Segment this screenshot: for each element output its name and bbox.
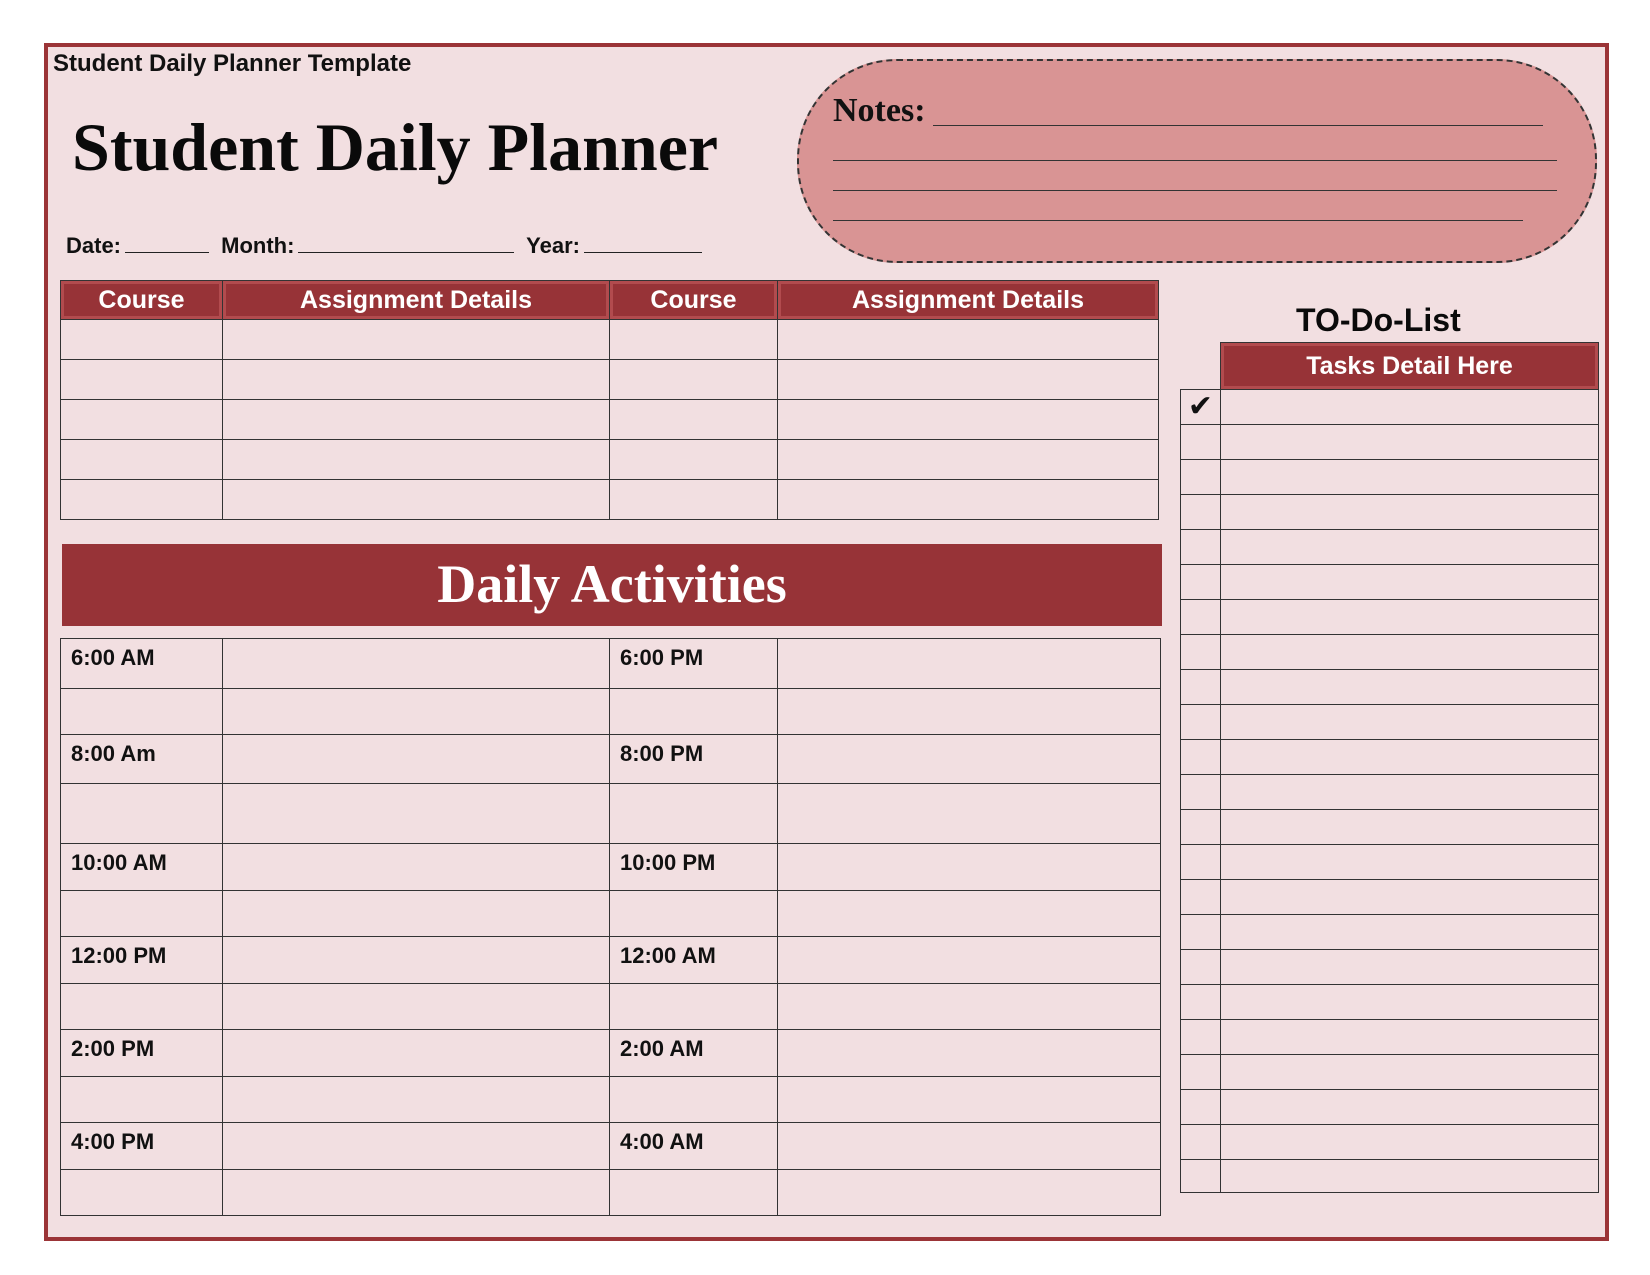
todo-row [1181, 1125, 1599, 1160]
template-label: Student Daily Planner Template [53, 50, 412, 77]
time-label-left [61, 784, 223, 844]
assignment-cell[interactable] [223, 440, 610, 480]
todo-checkbox[interactable] [1181, 1090, 1221, 1125]
todo-checkbox[interactable] [1181, 740, 1221, 775]
todo-checkbox[interactable] [1181, 635, 1221, 670]
todo-task-cell[interactable] [1221, 565, 1599, 600]
todo-row [1181, 985, 1599, 1020]
todo-checkbox[interactable] [1181, 985, 1221, 1020]
activity-row [61, 735, 1161, 784]
time-label-left [61, 689, 223, 735]
todo-row [1181, 1160, 1599, 1193]
time-label: 12:00 AM [620, 943, 716, 968]
todo-task-cell[interactable] [1221, 495, 1599, 530]
todo-task-cell[interactable] [1221, 460, 1599, 495]
time-label-left [61, 639, 223, 689]
assignment-cell[interactable] [223, 360, 610, 400]
table-row [61, 320, 1159, 360]
todo-task-cell[interactable] [1221, 915, 1599, 950]
todo-task-cell[interactable] [1221, 670, 1599, 705]
todo-checkbox[interactable] [1181, 950, 1221, 985]
todo-header-spacer [1181, 343, 1221, 390]
activity-cell[interactable] [778, 735, 1161, 784]
todo-checkbox[interactable] [1181, 460, 1221, 495]
activity-cell[interactable] [223, 1170, 610, 1216]
todo-row [1181, 740, 1599, 775]
notes-line[interactable] [933, 125, 1543, 126]
activity-cell[interactable] [223, 1123, 610, 1170]
activity-cell[interactable] [778, 937, 1161, 984]
page-title: Student Daily Planner [72, 109, 719, 185]
todo-row [1181, 460, 1599, 495]
notes-line[interactable] [833, 160, 1557, 161]
activity-row [61, 639, 1161, 689]
todo-task-cell[interactable] [1221, 1125, 1599, 1160]
todo-row [1181, 775, 1599, 810]
todo-checkbox[interactable] [1181, 1125, 1221, 1160]
assignment-cell[interactable] [778, 480, 1159, 520]
time-label-left [61, 937, 223, 984]
time-label [610, 984, 777, 990]
time-label: 10:00 AM [71, 850, 167, 875]
todo-task-cell[interactable] [1221, 810, 1599, 845]
course-cell[interactable] [61, 360, 223, 400]
todo-checkbox[interactable] [1181, 495, 1221, 530]
assignment-header-row [61, 281, 1159, 320]
todo-task-cell[interactable] [1221, 1160, 1599, 1193]
activity-cell[interactable] [223, 639, 610, 689]
time-label [61, 1077, 222, 1083]
time-label-right [610, 937, 778, 984]
time-label-left [61, 735, 223, 784]
todo-row [1181, 915, 1599, 950]
time-label-right [610, 984, 778, 1030]
activity-row [61, 891, 1161, 937]
activity-row [61, 1077, 1161, 1123]
date-label: Date: [66, 233, 122, 258]
time-label-right [610, 1123, 778, 1170]
time-label: 8:00 PM [620, 741, 704, 766]
time-label [610, 784, 777, 790]
daily-activities-banner: Daily Activities [62, 544, 1162, 626]
assignment-cell[interactable] [778, 360, 1159, 400]
todo-row [1181, 1020, 1599, 1055]
todo-checkbox[interactable] [1181, 1055, 1221, 1090]
column-header-course: Course [61, 281, 223, 320]
todo-checkbox[interactable] [1181, 845, 1221, 880]
activity-row [61, 984, 1161, 1030]
todo-row [1181, 565, 1599, 600]
activity-cell[interactable] [778, 1077, 1161, 1123]
time-label [61, 784, 222, 790]
time-label-left [61, 891, 223, 937]
todo-task-cell[interactable] [1221, 1020, 1599, 1055]
table-row [61, 400, 1159, 440]
activity-cell[interactable] [223, 1030, 610, 1077]
year-label: Year: [526, 233, 580, 258]
time-label: 4:00 AM [620, 1129, 704, 1154]
course-cell[interactable] [610, 320, 778, 360]
activity-row [61, 844, 1161, 891]
activity-cell[interactable] [778, 891, 1161, 937]
todo-task-cell[interactable] [1221, 845, 1599, 880]
time-label [610, 1077, 777, 1083]
todo-row [1181, 530, 1599, 565]
notes-label: Notes: [833, 92, 926, 129]
todo-checkbox[interactable] [1181, 915, 1221, 950]
todo-task-cell[interactable] [1221, 390, 1599, 425]
year-field[interactable] [584, 232, 702, 253]
time-label-right [610, 1077, 778, 1123]
todo-row [1181, 810, 1599, 845]
todo-task-cell[interactable] [1221, 1090, 1599, 1125]
activity-cell[interactable] [778, 1030, 1161, 1077]
todo-header-row [1181, 343, 1599, 390]
activity-cell[interactable] [778, 689, 1161, 735]
todo-checkbox[interactable] [1181, 600, 1221, 635]
month-label: Month: [221, 233, 295, 258]
todo-checkbox[interactable] [1181, 565, 1221, 600]
column-header-assignment-details: Assignment Details [223, 281, 610, 320]
table-row [61, 360, 1159, 400]
activity-row [61, 1030, 1161, 1077]
notes-line[interactable] [833, 220, 1523, 221]
assignment-cell[interactable] [778, 400, 1159, 440]
activity-cell[interactable] [778, 1123, 1161, 1170]
time-label-right [610, 1030, 778, 1077]
time-label: 4:00 PM [71, 1129, 155, 1154]
time-label-left [61, 1170, 223, 1216]
todo-row [1181, 425, 1599, 460]
todo-checkbox[interactable] [1181, 390, 1221, 425]
checkmark-icon: ✔ [1187, 390, 1214, 423]
course-cell[interactable] [61, 480, 223, 520]
activity-row [61, 937, 1161, 984]
activity-cell[interactable] [223, 891, 610, 937]
time-label: 6:00 AM [71, 645, 155, 670]
time-label-left [61, 1077, 223, 1123]
todo-task-cell[interactable] [1221, 530, 1599, 565]
todo-checkbox[interactable] [1181, 1020, 1221, 1055]
todo-row [1181, 950, 1599, 985]
todo-checkbox[interactable] [1181, 530, 1221, 565]
time-label [610, 891, 777, 897]
activity-cell[interactable] [778, 639, 1161, 689]
time-label: 6:00 PM [620, 645, 704, 670]
todo-row [1181, 670, 1599, 705]
time-label [610, 1170, 777, 1176]
todo-row [1181, 635, 1599, 670]
time-label: 10:00 PM [620, 850, 716, 875]
todo-row [1181, 495, 1599, 530]
time-label: 2:00 AM [620, 1036, 704, 1061]
todo-task-cell[interactable] [1221, 425, 1599, 460]
course-cell[interactable] [61, 440, 223, 480]
activity-cell[interactable] [778, 844, 1161, 891]
activity-row [61, 784, 1161, 844]
time-label [610, 689, 777, 695]
time-label-right [610, 784, 778, 844]
time-label-right [610, 844, 778, 891]
todo-checkbox[interactable] [1181, 425, 1221, 460]
todo-row [1181, 705, 1599, 740]
activity-cell[interactable] [778, 984, 1161, 1030]
todo-task-cell[interactable] [1221, 1055, 1599, 1090]
course-cell[interactable] [610, 440, 778, 480]
todo-checkbox[interactable] [1181, 1160, 1221, 1193]
time-label-right [610, 1170, 778, 1216]
activity-cell[interactable] [223, 1077, 610, 1123]
todo-row [1181, 880, 1599, 915]
assignment-cell[interactable] [223, 400, 610, 440]
month-field[interactable] [298, 232, 514, 253]
assignment-table [60, 280, 1159, 520]
todo-task-cell[interactable] [1221, 705, 1599, 740]
todo-title: TO-Do-List [1296, 302, 1461, 338]
todo-task-cell[interactable] [1221, 985, 1599, 1020]
course-cell[interactable] [610, 360, 778, 400]
time-label-left [61, 1030, 223, 1077]
todo-header: Tasks Detail Here [1221, 343, 1599, 390]
activity-row [61, 1170, 1161, 1216]
course-cell[interactable] [610, 400, 778, 440]
activity-cell[interactable] [223, 937, 610, 984]
date-field[interactable] [125, 232, 209, 253]
todo-checkbox[interactable] [1181, 775, 1221, 810]
time-label: 2:00 PM [71, 1036, 155, 1061]
todo-checkbox[interactable] [1181, 705, 1221, 740]
todo-task-cell[interactable] [1221, 600, 1599, 635]
date-fields [66, 232, 708, 259]
column-header-course: Course [610, 281, 778, 320]
activity-row [61, 689, 1161, 735]
table-row [61, 480, 1159, 520]
time-label [61, 689, 222, 695]
activity-cell[interactable] [778, 1170, 1161, 1216]
activity-cell[interactable] [223, 689, 610, 735]
activity-cell[interactable] [223, 844, 610, 891]
time-label-left [61, 844, 223, 891]
course-cell[interactable] [61, 320, 223, 360]
time-label [61, 984, 222, 990]
time-label [61, 891, 222, 897]
todo-task-cell[interactable] [1221, 775, 1599, 810]
todo-task-cell[interactable] [1221, 950, 1599, 985]
activity-row [61, 1123, 1161, 1170]
activity-cell[interactable] [223, 784, 610, 844]
course-cell[interactable] [610, 480, 778, 520]
activity-cell[interactable] [223, 984, 610, 1030]
todo-row [1181, 1055, 1599, 1090]
assignment-cell[interactable] [223, 480, 610, 520]
time-label-left [61, 984, 223, 1030]
time-label: 8:00 Am [71, 741, 156, 766]
time-label-right [610, 891, 778, 937]
todo-row [1181, 390, 1599, 425]
notes-box [797, 59, 1597, 263]
time-label-right [610, 689, 778, 735]
assignment-cell[interactable] [778, 440, 1159, 480]
todo-task-cell[interactable] [1221, 880, 1599, 915]
table-row [61, 440, 1159, 480]
assignment-cell[interactable] [223, 320, 610, 360]
todo-task-cell[interactable] [1221, 635, 1599, 670]
time-label-right [610, 639, 778, 689]
time-label-right [610, 735, 778, 784]
todo-checkbox[interactable] [1181, 670, 1221, 705]
todo-row [1181, 600, 1599, 635]
todo-checkbox[interactable] [1181, 810, 1221, 845]
notes-line[interactable] [833, 190, 1557, 191]
time-label [61, 1170, 222, 1176]
activity-cell[interactable] [778, 784, 1161, 844]
course-cell[interactable] [61, 400, 223, 440]
todo-checkbox[interactable] [1181, 880, 1221, 915]
todo-table [1180, 342, 1599, 1193]
time-label-left [61, 1123, 223, 1170]
time-label: 12:00 PM [71, 943, 167, 968]
todo-row [1181, 845, 1599, 880]
assignment-cell[interactable] [778, 320, 1159, 360]
todo-row [1181, 1090, 1599, 1125]
daily-activities-table [60, 638, 1161, 1216]
activity-cell[interactable] [223, 735, 610, 784]
column-header-assignment-details: Assignment Details [778, 281, 1159, 320]
todo-task-cell[interactable] [1221, 740, 1599, 775]
